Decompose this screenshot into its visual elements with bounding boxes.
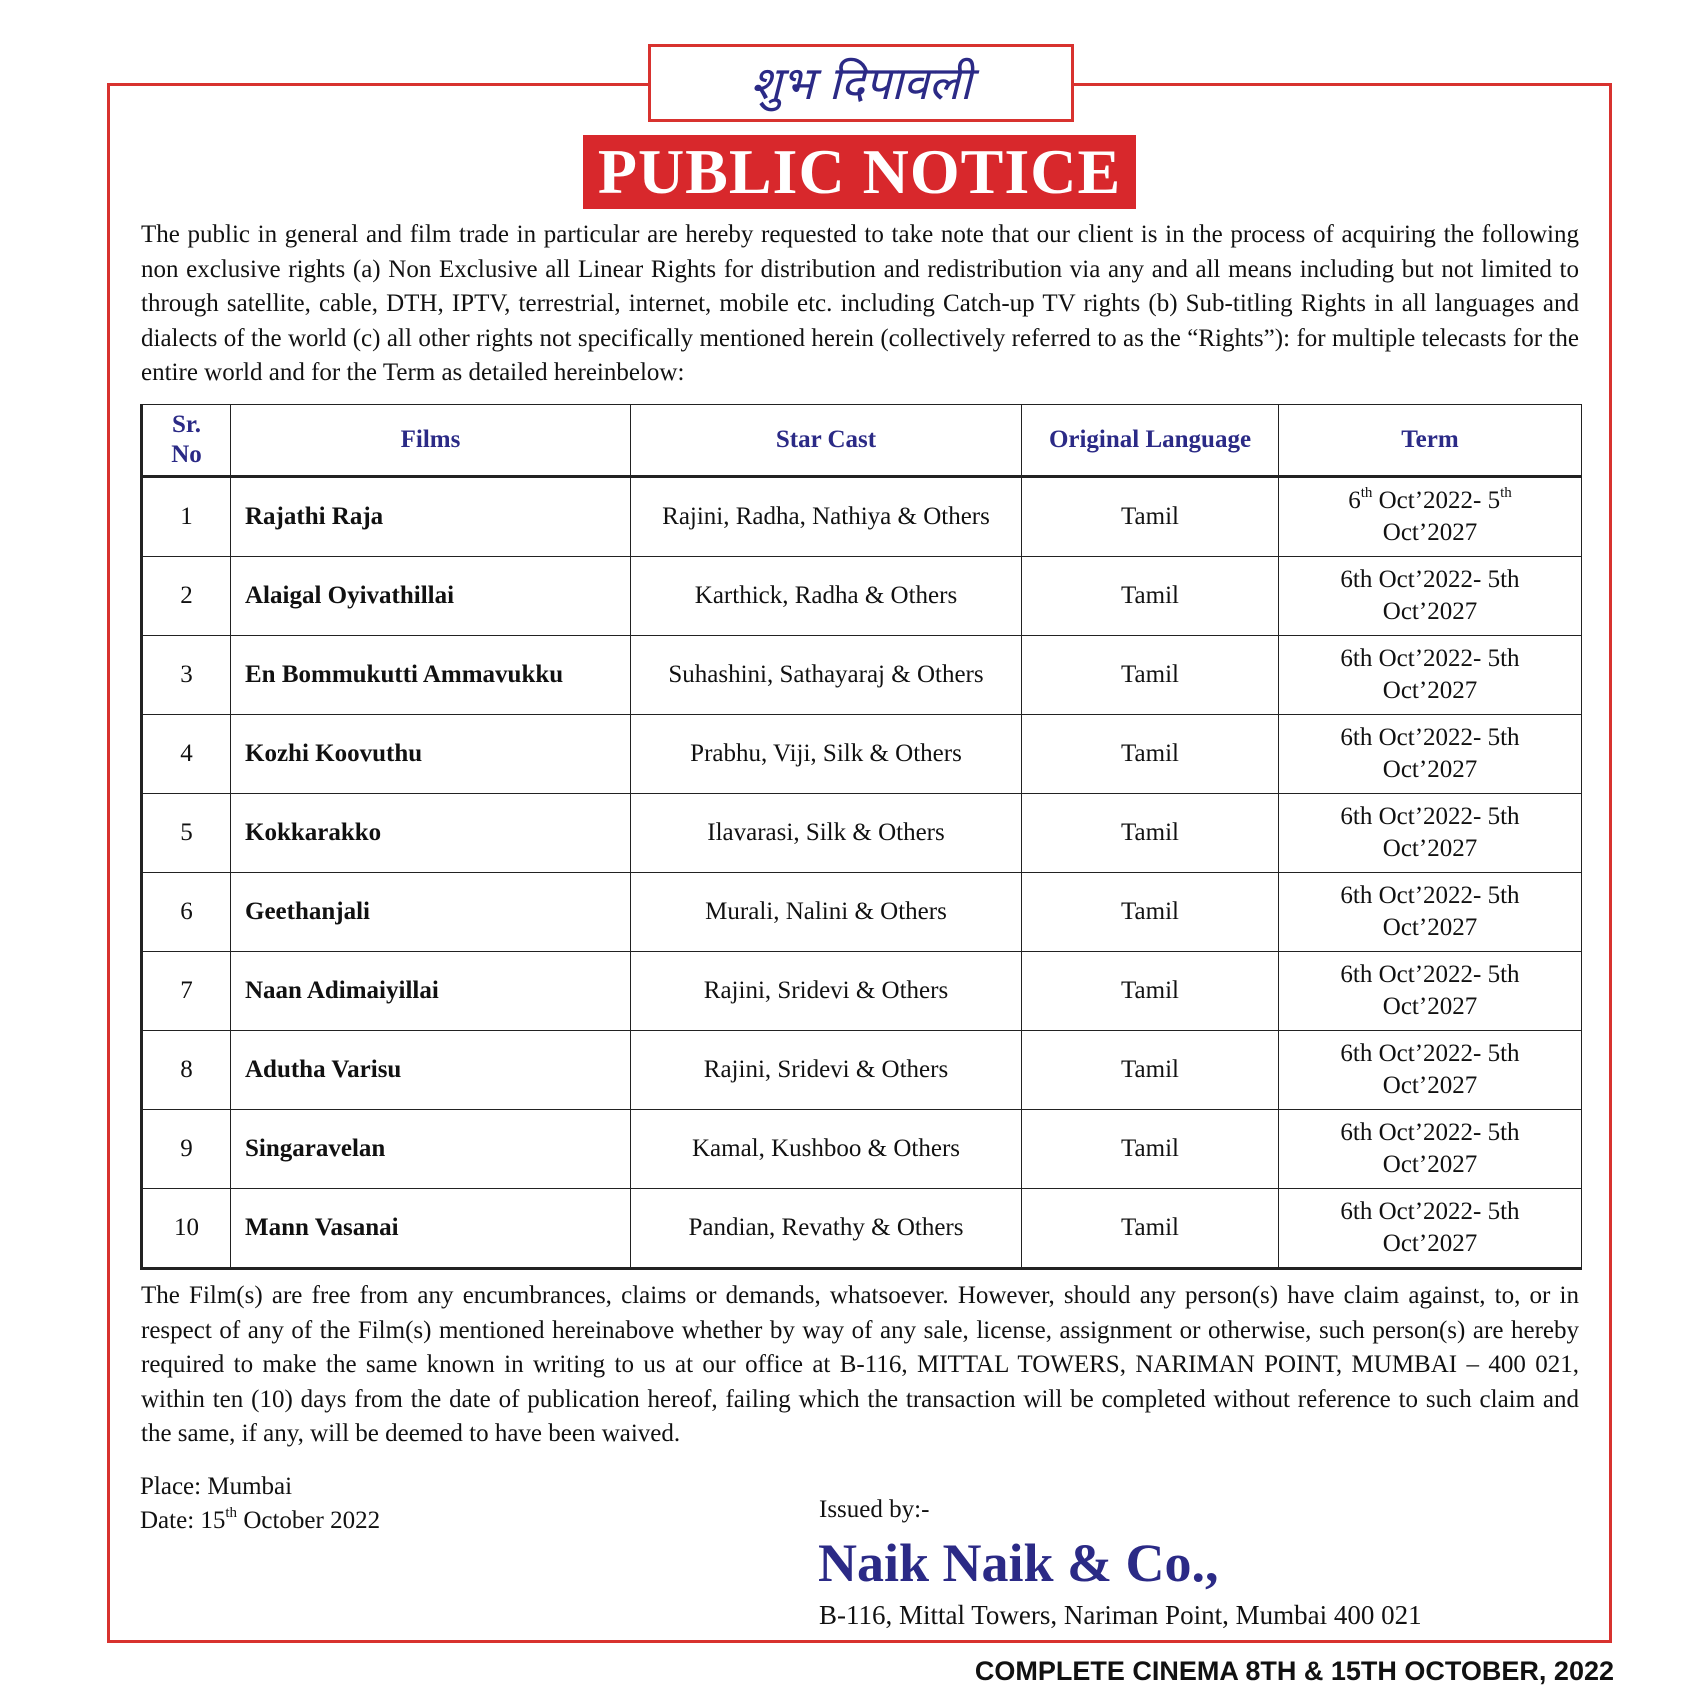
issuer-address: B-116, Mittal Towers, Nariman Point, Mumbai 400 021 — [819, 1600, 1422, 1630]
row-term: 6th Oct’2022- 5th Oct’2027 — [1279, 557, 1582, 636]
row-term: 6th Oct’2022- 5th Oct’2027 — [1279, 715, 1582, 794]
row-language: Tamil — [1022, 794, 1279, 873]
row-film: Geethanjali — [231, 873, 631, 952]
table-row — [142, 1110, 1582, 1189]
row-term: 6th Oct’2022- 5th Oct’2027 — [1279, 952, 1582, 1031]
row-term: 6th Oct’2022- 5th Oct’2027 — [1279, 794, 1582, 873]
row-language: Tamil — [1022, 636, 1279, 715]
column-header-term: Term — [1279, 405, 1582, 477]
row-sr: 10 — [142, 1189, 231, 1269]
row-film: Rajathi Raja — [231, 477, 631, 557]
sr-header-line1: Sr. — [172, 411, 201, 438]
row-term: 6th Oct’2022- 5th Oct’2027 — [1279, 1189, 1582, 1269]
row-term: 6th Oct’2022- 5th Oct’2027 — [1279, 873, 1582, 952]
sr-header-line2: No — [171, 441, 202, 468]
row-film: Singaravelan — [231, 1110, 631, 1189]
place-date-block — [140, 1470, 380, 1538]
column-header-sr — [142, 405, 231, 477]
publication-footer: COMPLETE CINEMA 8TH & 15TH OCTOBER, 2022 — [974, 1656, 1614, 1686]
row-language: Tamil — [1022, 873, 1279, 952]
row-sr: 3 — [142, 636, 231, 715]
row-term: 6th Oct’2022- 5th Oct’2027 — [1279, 1110, 1582, 1189]
row-sr: 5 — [142, 794, 231, 873]
table-row — [142, 952, 1582, 1031]
place-line: Place: Mumbai — [140, 1473, 293, 1500]
greeting-box — [648, 44, 1074, 122]
row-cast: Ilavarasi, Silk & Others — [631, 794, 1022, 873]
row-cast: Rajini, Sridevi & Others — [631, 952, 1022, 1031]
row-sr: 6 — [142, 873, 231, 952]
row-term: 6th Oct’2022- 5th Oct’2027 — [1279, 636, 1582, 715]
date-line: Date: 15th October 2022 — [140, 1504, 381, 1534]
column-header-star-cast: Star Cast — [631, 405, 1022, 477]
row-sr: 8 — [142, 1031, 231, 1110]
table-row — [142, 1031, 1582, 1110]
row-term: 6th Oct’2022- 5th Oct’2027 — [1279, 1031, 1582, 1110]
svg-text:शुभ दिपावली: शुभ दिपावली — [750, 56, 972, 110]
intro-paragraph: The public in general and film trade in particular are hereby requested to take note that our client is in the process of acquiring the following non exclusive rights (a) Non Exclusive all Linear Rights for distribution and redistribution via any and all means including but not limited to through satellite, cable, DTH, IPTV, terrestrial, internet, mobile etc. including Catch-up TV rights (b) Sub-titling Rights in all languages and dialects of the world (c) all other rights not specifically mentioned herein (collectively referred to as the “Rights”): for multiple telecasts for the entire world and for the Term as detailed hereinbelow: — [141, 221, 1579, 387]
column-header-films: Films — [231, 405, 631, 477]
row-film: Kozhi Koovuthu — [231, 715, 631, 794]
row-sr: 9 — [142, 1110, 231, 1189]
table-row — [142, 1189, 1582, 1269]
row-sr: 4 — [142, 715, 231, 794]
column-header-language: Original Language — [1022, 405, 1279, 477]
table-row — [142, 794, 1582, 873]
row-cast: Pandian, Revathy & Others — [631, 1189, 1022, 1269]
page-title: PUBLIC NOTICE — [583, 135, 1136, 209]
row-language: Tamil — [1022, 952, 1279, 1031]
row-sr: 7 — [142, 952, 231, 1031]
table-row — [142, 873, 1582, 952]
row-film: En Bommukutti Ammavukku — [231, 636, 631, 715]
row-film: Naan Adimaiyillai — [231, 952, 631, 1031]
row-sr: 2 — [142, 557, 231, 636]
issuer-name: Naik Naik & Co., — [818, 1533, 1219, 1593]
table-row — [142, 636, 1582, 715]
row-film: Alaigal Oyivathillai — [231, 557, 631, 636]
row-term: 6th Oct’2022- 5th Oct’2027 — [1279, 477, 1582, 557]
claims-paragraph: The Film(s) are free from any encumbrances, claims or demands, whatsoever. However, should any person(s) have claim against, to, or in respect of any of the Film(s) mentioned hereinabove whether by way of any sale, license, assignment or otherwise, such person(s) are hereby required to make the same known in writing to us at our office at B-116, MITTAL TOWERS, NARIMAN POINT, MUMBAI – 400 021, within ten (10) days from the date of publication hereof, failing which the transaction will be completed without reference to such claim and the same, if any, will be deemed to have been waived. — [141, 1282, 1579, 1448]
row-cast: Murali, Nalini & Others — [631, 873, 1022, 952]
greeting-calligraphy — [661, 51, 1061, 115]
table-row — [142, 477, 1582, 557]
row-cast: Karthick, Radha & Others — [631, 557, 1022, 636]
row-language: Tamil — [1022, 715, 1279, 794]
row-language: Tamil — [1022, 1110, 1279, 1189]
row-cast: Suhashini, Sathayaraj & Others — [631, 636, 1022, 715]
row-language: Tamil — [1022, 557, 1279, 636]
table-header-row — [142, 405, 1582, 477]
row-cast: Prabhu, Viji, Silk & Others — [631, 715, 1022, 794]
row-film: Mann Vasanai — [231, 1189, 631, 1269]
row-cast: Rajini, Sridevi & Others — [631, 1031, 1022, 1110]
row-cast: Kamal, Kushboo & Others — [631, 1110, 1022, 1189]
table-row — [142, 557, 1582, 636]
row-language: Tamil — [1022, 1031, 1279, 1110]
row-sr: 1 — [142, 477, 231, 557]
table-row — [142, 715, 1582, 794]
issued-by-label: Issued by:- — [819, 1496, 930, 1523]
row-film: Kokkarakko — [231, 794, 631, 873]
row-cast: Rajini, Radha, Nathiya & Others — [631, 477, 1022, 557]
row-film: Adutha Varisu — [231, 1031, 631, 1110]
films-table — [140, 404, 1582, 1270]
row-language: Tamil — [1022, 477, 1279, 557]
row-language: Tamil — [1022, 1189, 1279, 1269]
